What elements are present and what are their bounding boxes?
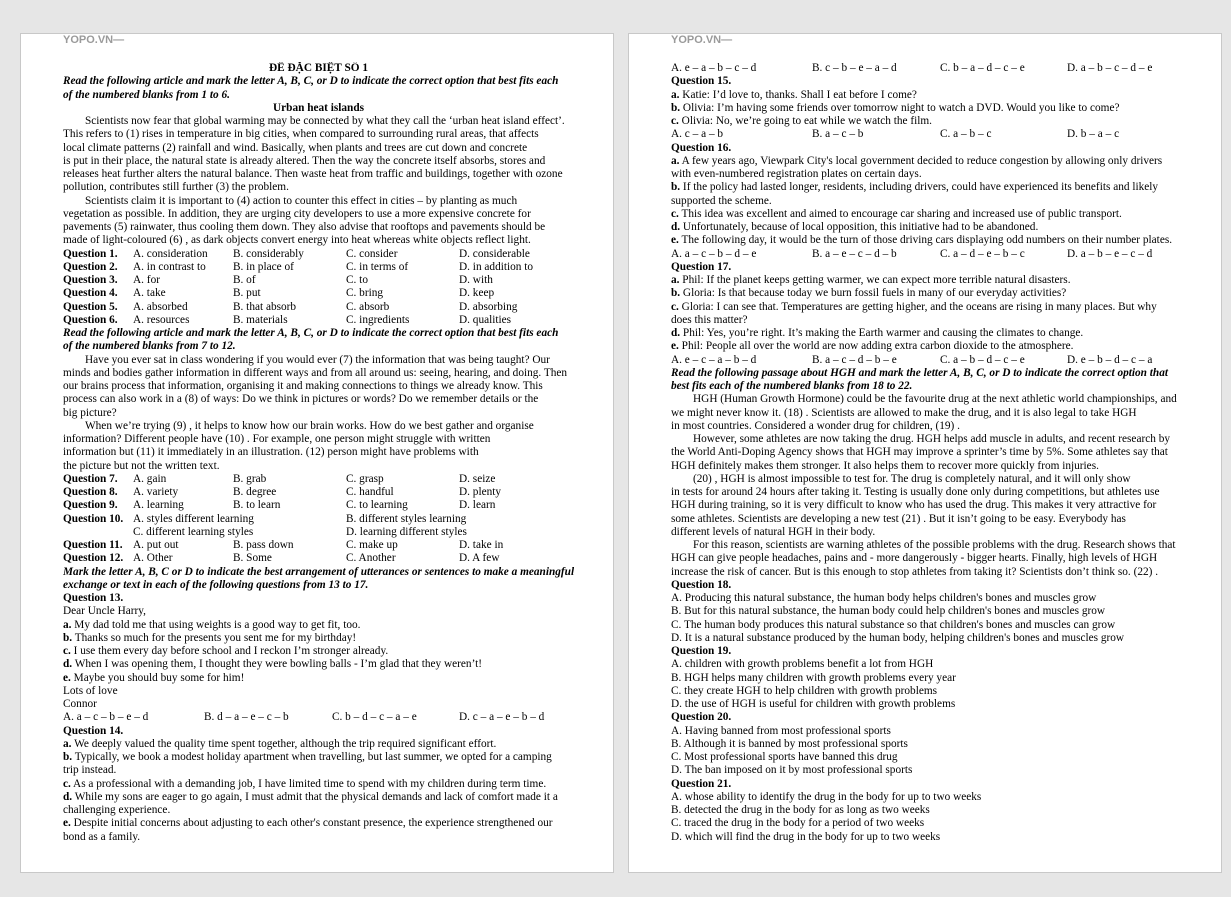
- option-c: C. b – d – c – a – e: [332, 711, 417, 724]
- question-label: Question 13.: [63, 592, 124, 604]
- list-item: [63, 632, 574, 645]
- option-c: C. absorb: [346, 300, 390, 313]
- option-b: B. in place of: [233, 260, 294, 273]
- instruction-line: exchange or text in each of the following questions from 13 to 17.: [63, 578, 369, 591]
- question-row: [63, 248, 574, 261]
- question-15-items: [671, 89, 1182, 129]
- question-row: [63, 261, 574, 274]
- option-c: C. Another: [346, 552, 396, 565]
- item-text: does this matter?: [671, 313, 748, 326]
- item-text: Typically, we book a modest holiday apartment when travelling, but last summer, we opted for a camping: [72, 751, 552, 763]
- option-b: B. materials: [233, 313, 288, 326]
- option-d: D. e – b – d – c – a: [1067, 353, 1153, 366]
- option-d: D. b – a – c: [1067, 128, 1120, 141]
- question-label: Question 6.: [63, 313, 118, 326]
- option-a: A. Other: [133, 552, 173, 565]
- paragraph-line: HGH can give people headaches, pains and - more dangerously - bigger hearts. Finally, high levels of HGH: [671, 552, 1158, 565]
- list-item: [63, 817, 574, 830]
- item-text: Phil: If the planet keeps getting warmer, we can expect more terrible natural disasters.: [679, 274, 1071, 286]
- list-item: [63, 738, 574, 751]
- answer-option: B. Although it is banned by most professional sports: [671, 737, 908, 750]
- question-row: [63, 486, 574, 499]
- answer-option: C. The human body produces this natural substance so that children's bones and muscles can grow: [671, 618, 1116, 631]
- option-a: A. resources: [133, 313, 190, 326]
- list-item: [671, 314, 1182, 327]
- item-key: c.: [63, 645, 71, 657]
- option-d: D. plenty: [459, 486, 502, 498]
- list-item: [671, 340, 1182, 353]
- option-c: C. a – b – c: [940, 128, 992, 141]
- paragraph-line: This refers to (1) rises in temperature in big cities, when compared to surrounding rural areas, that affects: [63, 128, 539, 141]
- item-text: We deeply valued the quality time spent together, although the trip required significant effort.: [71, 737, 497, 750]
- question-row: [63, 274, 574, 287]
- list-item: [63, 831, 574, 844]
- paragraph-line: our brains process that information, organising it and making connections to things we already know. This: [63, 380, 543, 392]
- paragraph-line: pavements (5) rainwater, thus cooling them down. They also advise that rooftops and pavements should be: [63, 221, 546, 233]
- option-d: D. with: [459, 274, 493, 286]
- item-key: d.: [671, 327, 681, 339]
- article-hgh: [671, 393, 1182, 579]
- option-a: A. take: [133, 287, 166, 300]
- list-item: [671, 155, 1182, 168]
- item-key: b.: [671, 287, 681, 300]
- option-a: A. styles different learning: [133, 512, 254, 525]
- question-21-options: [671, 791, 1182, 844]
- document-page-left: [20, 33, 614, 873]
- paragraph-line: local climate patterns (2) rainfall and wind. Basically, when plants and trees are cut down and concrete: [63, 141, 528, 154]
- item-key: a.: [63, 737, 72, 750]
- list-item: [63, 645, 574, 658]
- question-row: [63, 301, 574, 314]
- item-text: bond as a family.: [63, 830, 141, 843]
- answer-option: C. Most professional sports have banned this drug: [671, 751, 898, 763]
- option-c: C. a – d – e – b – c: [940, 247, 1025, 260]
- item-key: c.: [671, 207, 679, 220]
- list-item: [671, 195, 1182, 208]
- list-item: [63, 778, 574, 791]
- paragraph-line: vegetation as possible. In addition, they are urging city developers to use a more expensive concrete for: [63, 207, 531, 220]
- page-content: [63, 62, 574, 844]
- option-c: C. make up: [346, 539, 398, 551]
- list-item: [671, 181, 1182, 194]
- item-key: e.: [671, 234, 679, 247]
- item-key: c.: [63, 777, 71, 790]
- question-13-items: [63, 619, 574, 685]
- item-key: b.: [63, 631, 73, 644]
- option-b: B. Some: [233, 552, 272, 565]
- list-item: [63, 658, 574, 671]
- list-item: [671, 168, 1182, 181]
- answer-option: A. children with growth problems benefit a lot from HGH: [671, 658, 934, 671]
- answer-row: [671, 62, 1182, 75]
- item-text: If the policy had lasted longer, residents, including drivers, could have experienced its benefits and likely: [680, 181, 1159, 194]
- option-b: B. grab: [233, 472, 267, 485]
- item-text: Katie: I’d love to, thanks. Shall I eat before I come?: [679, 88, 917, 101]
- paragraph-line: the picture but not the written text.: [63, 459, 220, 472]
- answer-option: D. The ban imposed on it by most professional sports: [671, 764, 913, 777]
- instruction-line: best fits each of the numbered blanks from 18 to 22.: [671, 380, 913, 392]
- instruction-line: Read the following passage about HGH and mark the letter A, B, C, or D to indicate the correct option that: [671, 366, 1168, 379]
- item-key: a.: [671, 88, 680, 101]
- question-label: Question 21.: [671, 777, 732, 790]
- question-label: Question 17.: [671, 260, 732, 273]
- item-text: Olivia: I’m having some friends over tomorrow night to watch a DVD. Would you like to come?: [680, 101, 1120, 114]
- option-b: B. a – c – b: [812, 128, 864, 141]
- question-row: [63, 539, 574, 552]
- option-a: A. put out: [133, 539, 179, 551]
- question-19-options: [671, 658, 1182, 711]
- question-label: Question 3.: [63, 274, 118, 286]
- question-label: Question 16.: [671, 141, 732, 154]
- item-key: d.: [671, 221, 681, 233]
- question-label: Question 1.: [63, 247, 118, 260]
- question-row: [63, 473, 574, 486]
- option-c: C. bring: [346, 287, 384, 300]
- page-header: YOPO.VN—: [63, 34, 125, 46]
- answer-option: A. Producing this natural substance, the human body helps children's bones and muscles grow: [671, 592, 1097, 604]
- list-item: [63, 619, 574, 632]
- question-label: Question 7.: [63, 472, 118, 485]
- answer-row: [63, 711, 574, 724]
- paragraph-line: Scientists now fear that global warming may be connected by what they call the ‘urban heat island effect’.: [85, 115, 565, 127]
- paragraph-line: When we’re trying (9) , it helps to know how our brain works. How do we best gather and organise: [85, 419, 534, 432]
- option-d: D. learn: [459, 499, 496, 512]
- option-c: C. ingredients: [346, 313, 410, 326]
- option-b: B. of: [233, 274, 256, 286]
- question-label: Question 4.: [63, 287, 118, 300]
- paragraph-line: made of light-coloured (6) , as dark objects convert energy into heat whereas white objects reflect light.: [63, 234, 531, 247]
- option-c: C. to learning: [346, 499, 408, 512]
- option-c: C. in terms of: [346, 260, 409, 273]
- paragraph-line: information? Different people have (10) . For example, one person might struggle with written: [63, 433, 491, 445]
- option-b: B. to learn: [233, 499, 281, 512]
- answer-row: [671, 248, 1182, 261]
- option-d: D. in addition to: [459, 260, 534, 273]
- exam-title: ĐỀ ĐẶC BIỆT SỐ 1: [269, 62, 368, 74]
- option-b: B. degree: [233, 486, 277, 498]
- letter-greeting: Dear Uncle Harry,: [63, 605, 147, 618]
- letter-signature: Connor: [63, 698, 97, 710]
- option-b: B. put: [233, 287, 261, 300]
- item-key: c.: [671, 300, 679, 313]
- list-item: [671, 102, 1182, 115]
- instruction-line: Read the following article and mark the letter A, B, C, or D to indicate the correct option that best fits each: [63, 327, 559, 339]
- option-b: B. considerably: [233, 247, 304, 260]
- option-a: A. learning: [133, 499, 184, 512]
- option-d: D. keep: [459, 287, 495, 300]
- option-b: B. c – b – e – a – d: [812, 62, 897, 74]
- option-b: B. a – c – d – b – e: [812, 353, 897, 366]
- option-a: A. gain: [133, 472, 167, 485]
- option-a: A. consideration: [133, 247, 208, 260]
- list-item: [671, 287, 1182, 300]
- paragraph-line: some athletes. Scientists are developing a new test (21) . But it isn’t going to be easy. Everybody has: [671, 512, 1126, 525]
- answer-option: C. traced the drug in the body for a period of two weeks: [671, 817, 925, 830]
- instruction-line: of the numbered blanks from 1 to 6.: [63, 88, 230, 101]
- list-item: [63, 764, 574, 777]
- list-item: [63, 672, 574, 685]
- option-a: A. absorbed: [133, 300, 188, 313]
- question-label: Question 9.: [63, 499, 118, 512]
- question-row: [63, 526, 574, 539]
- question-16-items: [671, 155, 1182, 248]
- article-urban-heat: [63, 115, 574, 248]
- question-row: [63, 552, 574, 565]
- option-c: C. a – b – d – c – e: [940, 353, 1025, 366]
- paragraph-line: different levels of natural HGH in their body.: [671, 525, 876, 538]
- document-page-right: [628, 33, 1222, 873]
- item-text: Despite initial concerns about adjusting to each other's constant presence, the experience strengthened our: [70, 817, 553, 830]
- paragraph-line: the World Anti-Doping Agency shows that HGH may improve a sprinter’s time by 5%. Some athletes say that: [671, 446, 1168, 459]
- item-text: Maybe you should buy some for him!: [70, 671, 245, 684]
- option-d: D. c – a – e – b – d: [459, 711, 545, 724]
- option-b: B. d – a – e – c – b: [204, 711, 289, 724]
- question-label: Question 8.: [63, 486, 118, 498]
- option-a: A. e – c – a – b – d: [671, 353, 757, 366]
- paragraph-line: is put in their place, the natural state is already altered. Then the way the concrete itself absorbs, stores and: [63, 154, 546, 167]
- question-17-items: [671, 274, 1182, 354]
- option-a: A. a – c – b – e – d: [63, 711, 149, 724]
- option-a: A. for: [133, 274, 160, 286]
- option-c: C. b – a – d – c – e: [940, 62, 1025, 74]
- item-text: When I was opening them, I thought they were bowling balls - I’m glad that they weren’t!: [72, 658, 483, 671]
- option-a: A. in contrast to: [133, 260, 206, 273]
- list-item: [671, 327, 1182, 340]
- question-row: [63, 499, 574, 512]
- paragraph-line: Scientists claim it is important to (4) action to counter this effect in cities – by planting as much: [85, 194, 518, 207]
- answer-option: A. whose ability to identify the drug in the body for up to two weeks: [671, 790, 982, 803]
- item-key: d.: [63, 790, 73, 803]
- question-row: [63, 314, 574, 327]
- paragraph-line: pollution, contributes still further (3) the problem.: [63, 181, 289, 194]
- option-d: D. qualities: [459, 313, 512, 326]
- paragraph-line: information but (11) it immediately in an illustration. (12) person might have problems with: [63, 446, 479, 459]
- list-item: [63, 791, 574, 804]
- item-key: a.: [63, 618, 72, 631]
- answer-option: B. But for this natural substance, the human body could help children's bones and muscles grow: [671, 605, 1106, 618]
- instruction-line: Read the following article and mark the letter A, B, C, or D to indicate the correct option that best fits each: [63, 75, 559, 88]
- option-d: D. a – b – e – c – d: [1067, 247, 1153, 260]
- question-label: Question 18.: [671, 578, 732, 591]
- item-text: Thanks so much for the presents you sent me for my birthday!: [72, 631, 357, 644]
- list-item: [671, 208, 1182, 221]
- list-item: [63, 804, 574, 817]
- option-b: B. pass down: [233, 539, 294, 551]
- option-a: A. e – a – b – c – d: [671, 62, 757, 74]
- paragraph-line: Have you ever sat in class wondering if you would ever (7) the information that was being taught? Our: [85, 353, 550, 366]
- item-text: Gloria: Is that because today we burn fossil fuels in many of our everyday activities?: [680, 287, 1067, 300]
- question-label: Question 15.: [671, 75, 732, 88]
- questions-7-9: [63, 473, 574, 513]
- question-label: Question 19.: [671, 645, 732, 657]
- option-d: D. a – b – c – d – e: [1067, 62, 1153, 74]
- option-c: C. consider: [346, 247, 398, 260]
- item-text: supported the scheme.: [671, 194, 772, 207]
- paragraph-line: However, some athletes are now taking the drug. HGH helps add muscle in adults, and recent research by: [693, 433, 1171, 445]
- item-key: d.: [63, 658, 73, 671]
- page-header: YOPO.VN—: [671, 34, 733, 46]
- paragraph-line: HGH (Human Growth Hormone) could be the favourite drug at the next athletic world championships, and: [693, 393, 1177, 406]
- list-item: [63, 751, 574, 764]
- item-text: Phil: Yes, you’re right. It’s making the Earth warmer and causing the climates to change.: [680, 327, 1084, 339]
- option-d: D. absorbing: [459, 300, 518, 313]
- paragraph-line: increase the risk of cancer. But is this enough to stop athletes from taking it? Scientists don’t think so. (22) .: [671, 565, 1159, 578]
- paragraph-line: minds and bodies gather information in different ways and from all around us: seeing, hearing, and doing. Then: [63, 366, 568, 379]
- answer-option: D. It is a natural substance produced by the human body, helping children's bones and muscles grow: [671, 631, 1125, 644]
- list-item: [671, 221, 1182, 234]
- item-text: Olivia: No, we’re going to eat while we watch the film.: [678, 115, 933, 127]
- questions-11-12: [63, 539, 574, 566]
- paragraph-line: HGH during training, so it is very difficult to know who has used the drug. This makes it very attractive for: [671, 499, 1157, 512]
- question-label: Question 14.: [63, 724, 124, 737]
- list-item: [671, 89, 1182, 102]
- item-text: As a professional with a demanding job, I have limited time to spend with my children during term time.: [70, 777, 547, 790]
- question-14-items: [63, 738, 574, 844]
- option-d: D. A few: [459, 552, 500, 565]
- paragraph-line: big picture?: [63, 406, 117, 419]
- article-learning: [63, 354, 574, 473]
- paragraph-line: we might never know it. (18) . Scientists are allowed to make the drug, and it is also legal to take HGH: [671, 406, 1137, 419]
- item-text: with even-numbered registration plates on certain days.: [671, 168, 922, 180]
- question-row: [63, 287, 574, 300]
- item-key: c.: [671, 115, 679, 127]
- article-title: Urban heat islands: [272, 101, 365, 114]
- item-text: A few years ago, Viewpark City's local government decided to reduce congestion by allowing only drivers: [679, 154, 1163, 167]
- list-item: [671, 115, 1182, 128]
- item-text: Phil: People all over the world are now adding extra carbon dioxide to the atmosphere.: [678, 340, 1074, 353]
- item-text: Gloria: I can see that. Temperatures are getting higher, and the oceans are rising in many places. But why: [678, 300, 1157, 313]
- option-b: B. different styles learning: [346, 512, 467, 525]
- paragraph-line: releases heat further alters the natural balance. Then waste heat from traffic and buildings, together with ozone: [63, 168, 563, 180]
- answer-option: B. detected the drug in the body for as long as two weeks: [671, 804, 930, 816]
- item-text: My dad told me that using weights is a good way to get fit, too.: [71, 618, 361, 631]
- paragraph-line: HGH definitely makes them stronger. It also helps them to recover more quickly from injuries.: [671, 459, 1099, 472]
- option-a: A. variety: [133, 486, 179, 498]
- answer-option: D. the use of HGH is useful for children with growth problems: [671, 698, 956, 710]
- option-d: D. take in: [459, 539, 504, 551]
- instruction-line: of the numbered blanks from 7 to 12.: [63, 340, 236, 353]
- item-key: a.: [671, 154, 680, 167]
- item-key: e.: [63, 817, 71, 830]
- option-a: A. a – c – b – d – e: [671, 247, 757, 260]
- question-label: Question 2.: [63, 260, 118, 273]
- question-label: Question 12.: [63, 552, 124, 565]
- answer-option: C. they create HGH to help children with growth problems: [671, 684, 938, 697]
- letter-closing: Lots of love: [63, 684, 118, 697]
- option-b: B. a – e – c – d – b: [812, 247, 897, 260]
- item-text: While my sons are eager to go again, I must admit that the physical demands and lack of comfort made it a: [72, 790, 558, 803]
- item-key: e.: [63, 671, 71, 684]
- answer-option: D. which will find the drug in the body for up to two weeks: [671, 830, 941, 843]
- option-c: C. to: [346, 274, 368, 286]
- item-text: I use them every day before school and I reckon I’m stronger already.: [70, 645, 389, 657]
- item-key: b.: [671, 181, 681, 194]
- instruction-line: Mark the letter A, B, C or D to indicate the best arrangement of utterances or sentences to make a meaningful: [63, 565, 574, 578]
- question-18-options: [671, 592, 1182, 645]
- option-d: D. learning different styles: [346, 525, 467, 538]
- option-d: D. seize: [459, 472, 496, 485]
- answer-option: B. HGH helps many children with growth problems every year: [671, 671, 956, 684]
- page-content: [671, 62, 1182, 844]
- item-text: The following day, it would be the turn of those driving cars displaying odd numbers on their number plates.: [678, 234, 1173, 247]
- paragraph-line: (20) , HGH is almost impossible to test for. The drug is completely natural, and it will only show: [693, 472, 1131, 485]
- item-key: e.: [671, 340, 679, 353]
- question-20-options: [671, 725, 1182, 778]
- option-d: D. considerable: [459, 247, 530, 260]
- option-c: C. grasp: [346, 472, 384, 485]
- paragraph-line: in tests for around 24 hours after taking it. Testing is usually done only during competitions, but athletes use: [671, 486, 1160, 498]
- item-text: Unfortunately, because of local opposition, this initiative had to be abandoned.: [680, 221, 1039, 233]
- question-label: Question 5.: [63, 300, 118, 313]
- list-item: [671, 274, 1182, 287]
- questions-1-6: [63, 248, 574, 328]
- paragraph-line: process can also work in a (8) of ways: Do we think in pictures or words? Do we remember details or the: [63, 393, 539, 406]
- paragraph-line: For this reason, scientists are warning athletes of the possible problems with the drug. Research shows that: [693, 539, 1176, 551]
- item-key: b.: [671, 101, 681, 114]
- item-text: trip instead.: [63, 764, 117, 777]
- item-text: challenging experience.: [63, 804, 171, 816]
- answer-row: [671, 354, 1182, 367]
- answer-option: A. Having banned from most professional sports: [671, 724, 891, 737]
- option-a: A. c – a – b: [671, 128, 724, 141]
- item-key: a.: [671, 274, 680, 286]
- option-c: C. different learning styles: [133, 525, 254, 538]
- item-key: b.: [63, 751, 73, 763]
- list-item: [671, 301, 1182, 314]
- option-b: B. that absorb: [233, 300, 297, 313]
- question-label: Question 10.: [63, 512, 124, 525]
- answer-row: [671, 128, 1182, 141]
- option-c: C. handful: [346, 486, 394, 498]
- question-row: [63, 513, 574, 526]
- paragraph-line: in most countries. Considered a wonder drug for children, (19) .: [671, 419, 960, 432]
- question-label: Question 20.: [671, 711, 732, 724]
- list-item: [671, 234, 1182, 247]
- item-text: This idea was excellent and aimed to encourage car sharing and increased use of public transport.: [678, 207, 1122, 220]
- question-label: Question 11.: [63, 539, 123, 551]
